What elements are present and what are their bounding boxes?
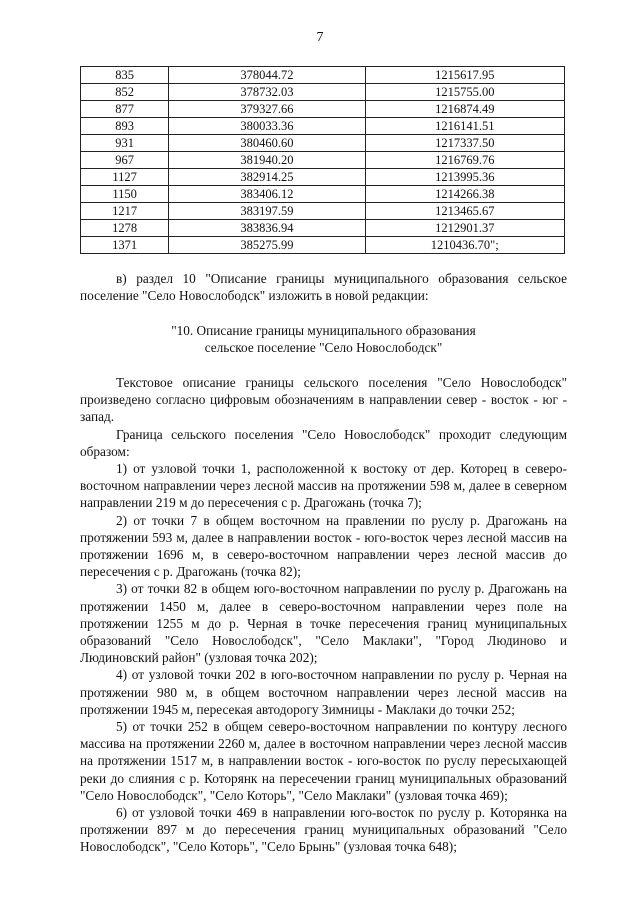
x-coordinate-cell: 378044.72 xyxy=(169,67,365,84)
amendment-intro-text: в) раздел 10 "Описание границы муниципального образования сельское поселение "Село Новослободск" изложить в новой редакции: xyxy=(80,271,567,304)
y-coordinate-cell: 1215755.00 xyxy=(365,84,564,101)
y-coordinate-cell: 1213995.36 xyxy=(365,169,564,186)
point-number-cell: 1150 xyxy=(81,186,169,203)
table-row xyxy=(81,84,565,101)
paragraph-item-5: 5) от точки 252 в общем северо-восточном направлении по контуру лесного массива на протяжении 2260 м, далее в восточном направлении через лесной массив на протяжении 1517 м, в направлении восток - юго-восток по руслу пересыхающей реки до слияния с р. Которянк на пересечении границ муниципальных образований "Село Новослободск", "Село Которь", "Село Маклаки" (узловая точка 469); xyxy=(80,719,567,803)
point-number-cell: 877 xyxy=(81,101,169,118)
amendment-intro xyxy=(80,270,567,304)
point-number-cell: 1127 xyxy=(81,169,169,186)
point-number-cell: 1217 xyxy=(81,203,169,220)
paragraph-text-description: Текстовое описание границы сельского поселения "Село Новослободск" произведено согласно цифровым обозначениям в направлении север - восток - юг - запад. xyxy=(80,375,567,425)
y-coordinate-cell: 1215617.95 xyxy=(365,67,564,84)
table-row xyxy=(81,152,565,169)
section-heading-line-2: сельское поселение "Село Новослободск" xyxy=(204,340,443,356)
table-row xyxy=(81,186,565,203)
x-coordinate-cell: 383406.12 xyxy=(169,186,365,203)
x-coordinate-cell: 379327.66 xyxy=(169,101,365,118)
section-heading-line-1: "10. Описание границы муниципального образования xyxy=(171,323,476,338)
paragraph-item-3: 3) от точки 82 в общем юго-восточном направлении по руслу р. Драгожань на протяжении 1450 м, далее в северо-восточном направлении через поле на протяжении 1255 м до р. Черная в точке пересечения границ муниципальных образований "Село Новослободск", "Село Маклаки", "Город Людиново и Людиновский район" (узловая точка 202); xyxy=(80,581,567,666)
table-row xyxy=(81,169,565,186)
table-row xyxy=(81,135,565,152)
paragraph-item-4: 4) от узловой точки 202 в юго-восточном направлении по руслу р. Черная на протяжении 980 м, в общем восточном направлении через лесной массив на протяжении 1945 м, пересекая автодорогу Зимницы - Маклаки до точки 252; xyxy=(80,667,567,717)
x-coordinate-cell: 382914.25 xyxy=(169,169,365,186)
x-coordinate-cell: 378732.03 xyxy=(169,84,365,101)
table-row xyxy=(81,237,565,254)
coordinates-table xyxy=(80,66,565,254)
x-coordinate-cell: 383836.94 xyxy=(169,220,365,237)
table-row xyxy=(81,203,565,220)
x-coordinate-cell: 381940.20 xyxy=(169,152,365,169)
page-number: 7 xyxy=(316,30,324,45)
boundary-description xyxy=(80,374,567,856)
y-coordinate-cell: 1216141.51 xyxy=(365,118,564,135)
paragraph-item-6: 6) от узловой точки 469 в направлении юго-восток по руслу р. Которянка на протяжении 897 м до пересечения границ муниципальных образований "Село Новослободск", "Село Которь", "Село Брынь" (узловая точка 648); xyxy=(80,805,567,855)
table-row xyxy=(81,67,565,84)
table-row xyxy=(81,101,565,118)
point-number-cell: 1278 xyxy=(81,220,169,237)
paragraph-item-2: 2) от точки 7 в общем восточном на правлении по руслу р. Драгожань на протяжении 593 м, далее в направлении восток - юго-восток через лесной массив на протяжении 1696 м, в северо-восточном направлении через лесной массив до пересечения с р. Драгожань (точка 82); xyxy=(80,512,567,580)
point-number-cell: 835 xyxy=(81,67,169,84)
x-coordinate-cell: 383197.59 xyxy=(169,203,365,220)
y-coordinate-cell: 1217337.50 xyxy=(365,135,564,152)
y-coordinate-cell: 1212901.37 xyxy=(365,220,564,237)
coordinates-table-body xyxy=(81,67,565,254)
point-number-cell: 1371 xyxy=(81,237,169,254)
table-row xyxy=(81,220,565,237)
y-coordinate-cell: 1216769.76 xyxy=(365,152,564,169)
x-coordinate-cell: 385275.99 xyxy=(169,237,365,254)
y-coordinate-cell: 1210436.70"; xyxy=(365,237,564,254)
table-row xyxy=(81,118,565,135)
x-coordinate-cell: 380460.60 xyxy=(169,135,365,152)
point-number-cell: 852 xyxy=(81,84,169,101)
point-number-cell: 967 xyxy=(81,152,169,169)
paragraph-boundary-intro: Граница сельского поселения "Село Новослободск" проходит следующим образом: xyxy=(80,426,567,459)
y-coordinate-cell: 1216874.49 xyxy=(365,101,564,118)
point-number-cell: 931 xyxy=(81,135,169,152)
point-number-cell: 893 xyxy=(81,118,169,135)
paragraph-item-1: 1) от узловой точки 1, расположенной к востоку от дер. Которец в северо-восточном направлении через лесной массив на протяжении 598 м, далее в северном направлении 219 м до пересечения с р. Драгожань (точка 7); xyxy=(80,461,567,511)
y-coordinate-cell: 1213465.67 xyxy=(365,203,564,220)
x-coordinate-cell: 380033.36 xyxy=(169,118,365,135)
section-heading xyxy=(80,322,567,356)
y-coordinate-cell: 1214266.38 xyxy=(365,186,564,203)
